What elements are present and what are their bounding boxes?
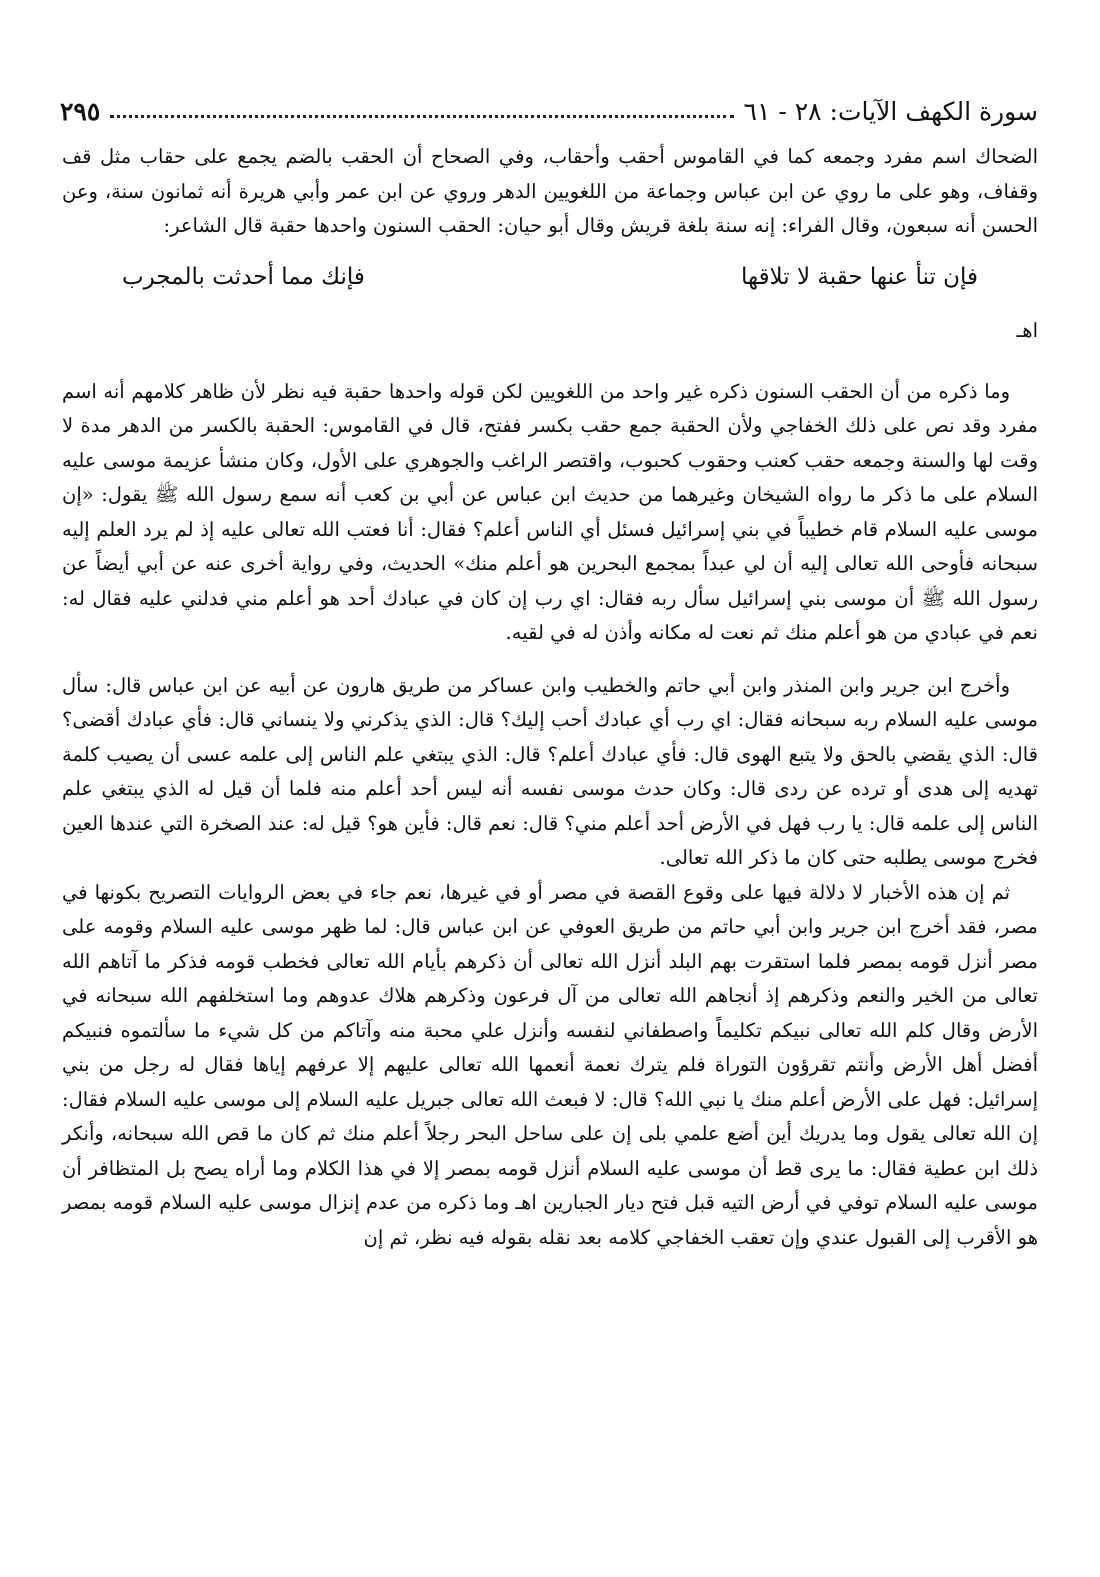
- dot-leader: [110, 115, 733, 118]
- paragraph-2: وأخرج ابن جرير وابن المنذر وابن أبي حاتم والخطيب وابن عساكر من طريق هارون عن أبيه عن ابن عباس قال: سأل موسى عليه السلام ربه سبحانه فقال: اي رب أي عبادك أحب إليك؟ قال: الذي يذكرني ولا ينساني قال: فأي عبادك أقضى؟ قال: الذي يقضي بالحق ولا يتبع الهوى قال: فأي عبادك أعلم؟ قال: الذي يبتغي علم الناس إلى علمه عسى أن يصيب كلمة تهديه إلى هدى أو ترده عن ردى قال: وكان حدث موسى نفسه أنه ليس أحد أعلم منه فلما أن قيل له الذي يبتغي علم الناس إلى علمه قال: يا رب فهل في الأرض أحد أعلم مني؟ قال: نعم قال: فأين هو؟ قيل له: عند الصخرة التي عندها العين فخرج موسى يطلبه حتى كان ما ذكر الله تعالى.: [62, 673, 1038, 869]
- paragraph-3: ثم إن هذه الأخبار لا دلالة فيها على وقوع القصة في مصر أو في غيرها، نعم جاء في بعض الروايات التصريح بكونها في مصر، فقد أخرج ابن جرير وابن أبي حاتم من طريق العوفي عن ابن عباس قال: لما ظهر موسى عليه السلام وقومه على مصر أنزل قومه بمصر فلما استقرت بهم البلد أنزل الله تعالى أن ذكرهم بأيام الله تعالى فخطب قومه فذكر ما آتاهم الله تعالى من الخير والنعم وذكرهم إذ أنجاهم الله تعالى من آل فرعون وذكرهم هلاك عدوهم وما استخلفهم الله سبحانه في الأرض وقال كلم الله تعالى نبيكم تكليماً واصطفاني لنفسه وأنزل علي محبة منه وآتاكم من كل شيء ما سألتموه فنبيكم أفضل أهل الأرض وأنتم تقرؤون التوراة فلم يترك نعمة أنعمها الله تعالى عليهم إلا عرفهم إياها فقال له رجل من بني إسرائيل: فهل على الأرض أعلم منك يا نبي الله؟ قال: لا فبعث الله تعالى جبريل عليه السلام إلى موسى عليه السلام فقال: إن الله تعالى يقول وما يدريك أين أضع علمي بلى إن على ساحل البحر رجلاً أعلم منك ثم كان ما قص الله سبحانه، وأنكر ذلك ابن عطية فقال: ما يرى قط أن موسى عليه السلام أنزل قومه بمصر إلا في هذا الكلام وما أراه يصح بل المتظافر أن موسى عليه السلام توفي في أرض التيه قبل فتح ديار الجبارين اهـ وما ذكره من عدم إنزال موسى عليه السلام قومه بمصر هو الأقرب إلى القبول عندي وإن تعقب الخفاجي كلامه بعد نقله بقوله فيه نظر، ثم إن: [62, 880, 1038, 1249]
- running-title: سورة الكهف الآيات: ٢٨ - ٦١: [743, 97, 1038, 126]
- intro-paragraph: الضحاك اسم مفرد وجمعه كما في القاموس أحقب وأحقاب، وفي الصحاح أن الحقب بالضم يجمع على حقاب مثل قف وقفاف، وهو على ما روي عن ابن عباس وجماعة من اللغويين الدهر وروي عن ابن عمر وأبي هريرة أنه ثمانون سنة، وعن الحسن أنه سبعون، وقال الفراء: إنه سنة بلغة قريش وقال أبو حيان: الحقب السنون واحدها حقبة قال الشاعر:: [62, 145, 1038, 237]
- verse-first-hemistich: فإن تنأ عنها حقبة لا تلاقها: [740, 263, 978, 290]
- paragraph-gap: [62, 651, 1038, 669]
- end-quote-marker: اهـ: [1016, 319, 1038, 342]
- page-number: ٢٩٥: [60, 97, 101, 126]
- paragraph-1: وما ذكره من أن الحقب السنون ذكره غير واحد من اللغويين لكن قوله واحدها حقبة فيه نظر لأن ظاهر كلامهم أنه اسم مفرد وقد نص على ذلك الخفاجي ولأن الحقبة جمع حقب بكسر ففتح، قال في القاموس: الحقبة بالكسر من الدهر مدة لا وقت لها والسنة وجمعه حقب كعنب وحقوب كحبوب، واقتصر الراغب والجوهري على الأول، وكان منشأ عزيمة موسى عليه السلام على ما ذكر ما رواه الشيخان وغيرهما من حديث ابن عباس عن أبي بن كعب أنه سمع رسول الله ﷺ يقول: «إن موسى عليه السلام قام خطيباً في بني إسرائيل فسئل أي الناس أعلم؟ فقال: أنا فعتب الله تعالى عليه إذ لم يرد العلم إليه سبحانه فأوحى الله تعالى إليه أن لي عبداً بمجمع البحرين هو أعلم منك» الحديث، وفي رواية أخرى عنه عن أبي أيضاً عن رسول الله ﷺ أن موسى بني إسرائيل سأل ربه فقال: اي رب إن كان في عبادك أحد هو أعلم مني فدلني عليه فقال له: نعم في عبادي من هو أعلم منك ثم نعت له مكانه وأذن له في لقيه.: [62, 379, 1038, 644]
- poetry-verse: [62, 260, 1038, 295]
- page-header: [60, 86, 1038, 126]
- verse-second-hemistich: فإنك مما أحدثت بالمجرب: [122, 263, 365, 290]
- page-body: [62, 140, 1038, 1255]
